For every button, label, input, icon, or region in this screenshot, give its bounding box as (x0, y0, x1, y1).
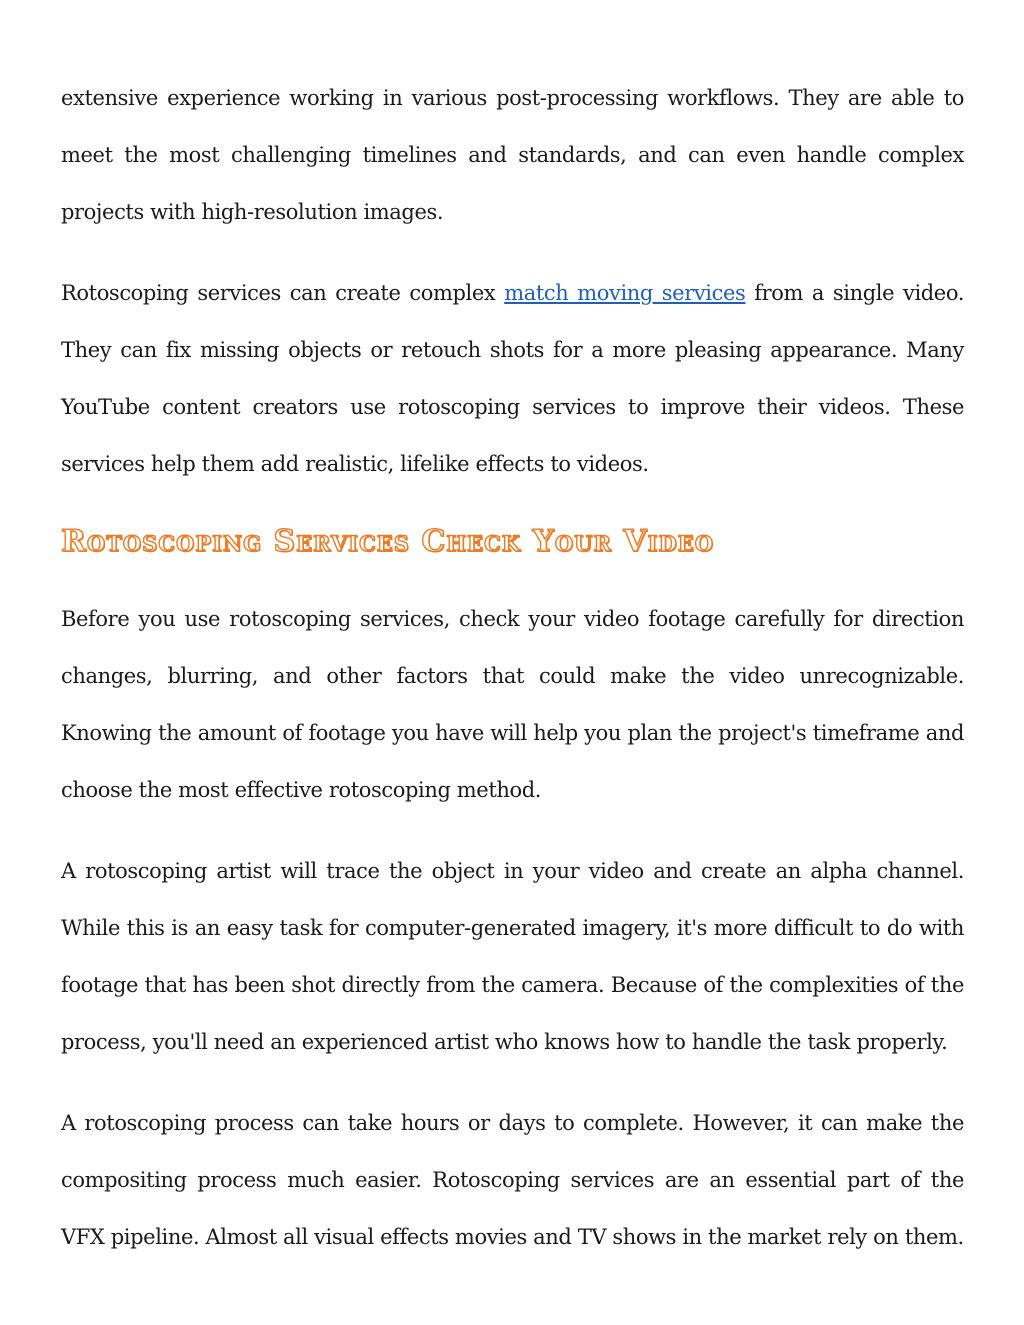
match-moving-services-link[interactable]: match moving services (504, 281, 746, 305)
paragraph-text-after-link: from a single video. They can fix missing objects or retouch shots for a more pleasing appearance. Many YouTube content creators use rotoscoping services to improve their videos. These services help them add realistic, lifelike effects to videos. (61, 281, 964, 476)
section-heading: Rotoscoping Services Check Your Video (61, 524, 714, 559)
document-page (61, 70, 964, 1290)
paragraph-text-before-link: Rotoscoping services can create complex (61, 281, 505, 305)
paragraph-check-footage: Before you use rotoscoping services, check your video footage carefully for direction changes, blurring, and other factors that could make the video unrecognizable. Knowing the amount of footage you have will help you plan the project's timeframe and choose the most effective rotoscoping method. (61, 607, 964, 802)
paragraph-rotoscoping-process: A rotoscoping process can take hours or days to complete. However, it can make the compositing process much easier. Rotoscoping services are an essential part of the VFX pipeline. Almost all visual effects movies and TV shows in the market rely on them. (61, 1111, 964, 1249)
paragraph-rotoscoping-artist: A rotoscoping artist will trace the object in your video and create an alpha channel. While this is an easy task for computer-generated imagery, it's more difficult to do with footage that has been shot directly from the camera. Because of the complexities of the process, you'll need an experienced artist who knows how to handle the task properly. (61, 859, 964, 1054)
paragraph-match-moving (61, 265, 964, 493)
paragraph-experience: extensive experience working in various post-processing workflows. They are able to meet the most challenging timelines and standards, and can even handle complex projects with high-resolution images. (61, 86, 964, 224)
